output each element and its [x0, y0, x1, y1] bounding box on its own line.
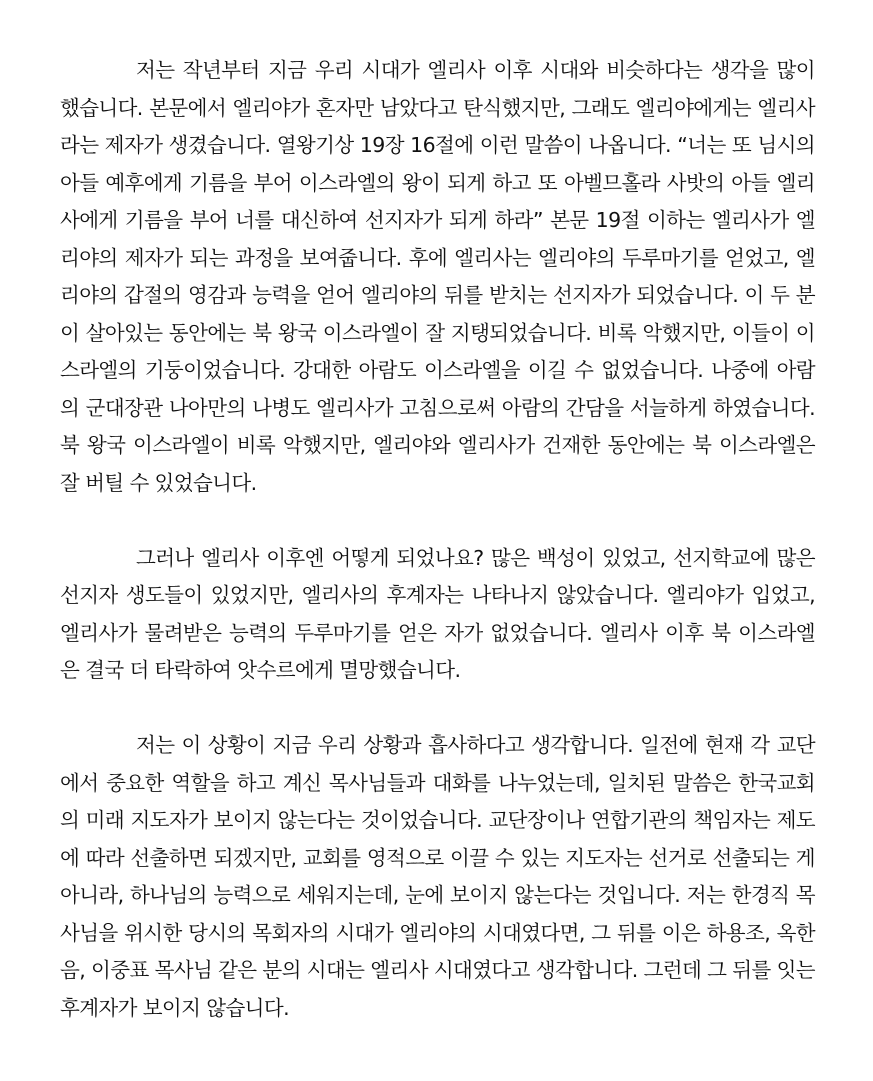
paragraph-1: 저는 작년부터 지금 우리 시대가 엘리사 이후 시대와 비슷하다는 생각을 많이 했습니다. 본문에서 엘리야가 혼자만 남았다고 탄식했지만, 그래도 엘리야에게는 엘리사라는 제자가 생겼습니다. 열왕기상 19장 16절에 이런 말씀이 나옵니다. “너는 또 님시의 아들 예후에게 기름을 부어 이스라엘의 왕이 되게 하고 또 아벨므홀라 사밧의 아들 엘리사에게 기름을 부어 너를 대신하여 선지자가 되게 하라” 본문 19절 이하는 엘리사가 엘리야의 제자가 되는 과정을 보여줍니다. 후에 엘리사는 엘리야의 두루마기를 얻었고, 엘리야의 갑절의 영감과 능력을 얻어 엘리야의 뒤를 받치는 선지자가 되었습니다. 이 두 분이 살아있는 동안에는 북 왕국 이스라엘이 잘 지탱되었습니다. 비록 악했지만, 이들이 이스라엘의 기둥이었습니다. 강대한 아람도 이스라엘을 이길 수 없었습니다. 나중에 아람의 군대장관 나아만의 나병도 엘리사가 고침으로써 아람의 간담을 서늘하게 하였습니다. 북 왕국 이스라엘이 비록 악했지만, 엘리야와 엘리사가 건재한 동안에는 북 이스라엘은 잘 버틸 수 있었습니다. [60, 58, 815, 495]
paragraph-3: 저는 이 상황이 지금 우리 상황과 흡사하다고 생각합니다. 일전에 현재 각 교단에서 중요한 역할을 하고 계신 목사님들과 대화를 나누었는데, 일치된 말씀은 한국교회의 미래 지도자가 보이지 않는다는 것이었습니다. 교단장이나 연합기관의 책임자는 제도에 따라 선출하면 되겠지만, 교회를 영적으로 이끌 수 있는 지도자는 선거로 선출되는 게 아니라, 하나님의 능력으로 세워지는데, 눈에 보이지 않는다는 것입니다. 저는 한경직 목사님을 위시한 당시의 목회자의 시대가 엘리야의 시대였다면, 그 뒤를 이은 하용조, 옥한음, 이중표 목사님 같은 분의 시대는 엘리사 시대였다고 생각합니다. 그런데 그 뒤를 잇는 후계자가 보이지 않습니다. [60, 733, 815, 1020]
paragraph-2: 그러나 엘리사 이후엔 어떻게 되었나요? 많은 백성이 있었고, 선지학교에 많은 선지자 생도들이 있었지만, 엘리사의 후계자는 나타나지 않았습니다. 엘리야가 입었고, 엘리사가 물려받은 능력의 두루마기를 얻은 자가 없었습니다. 엘리사 이후 북 이스라엘은 결국 더 타락하여 앗수르에게 멸망했습니다. [60, 545, 815, 682]
